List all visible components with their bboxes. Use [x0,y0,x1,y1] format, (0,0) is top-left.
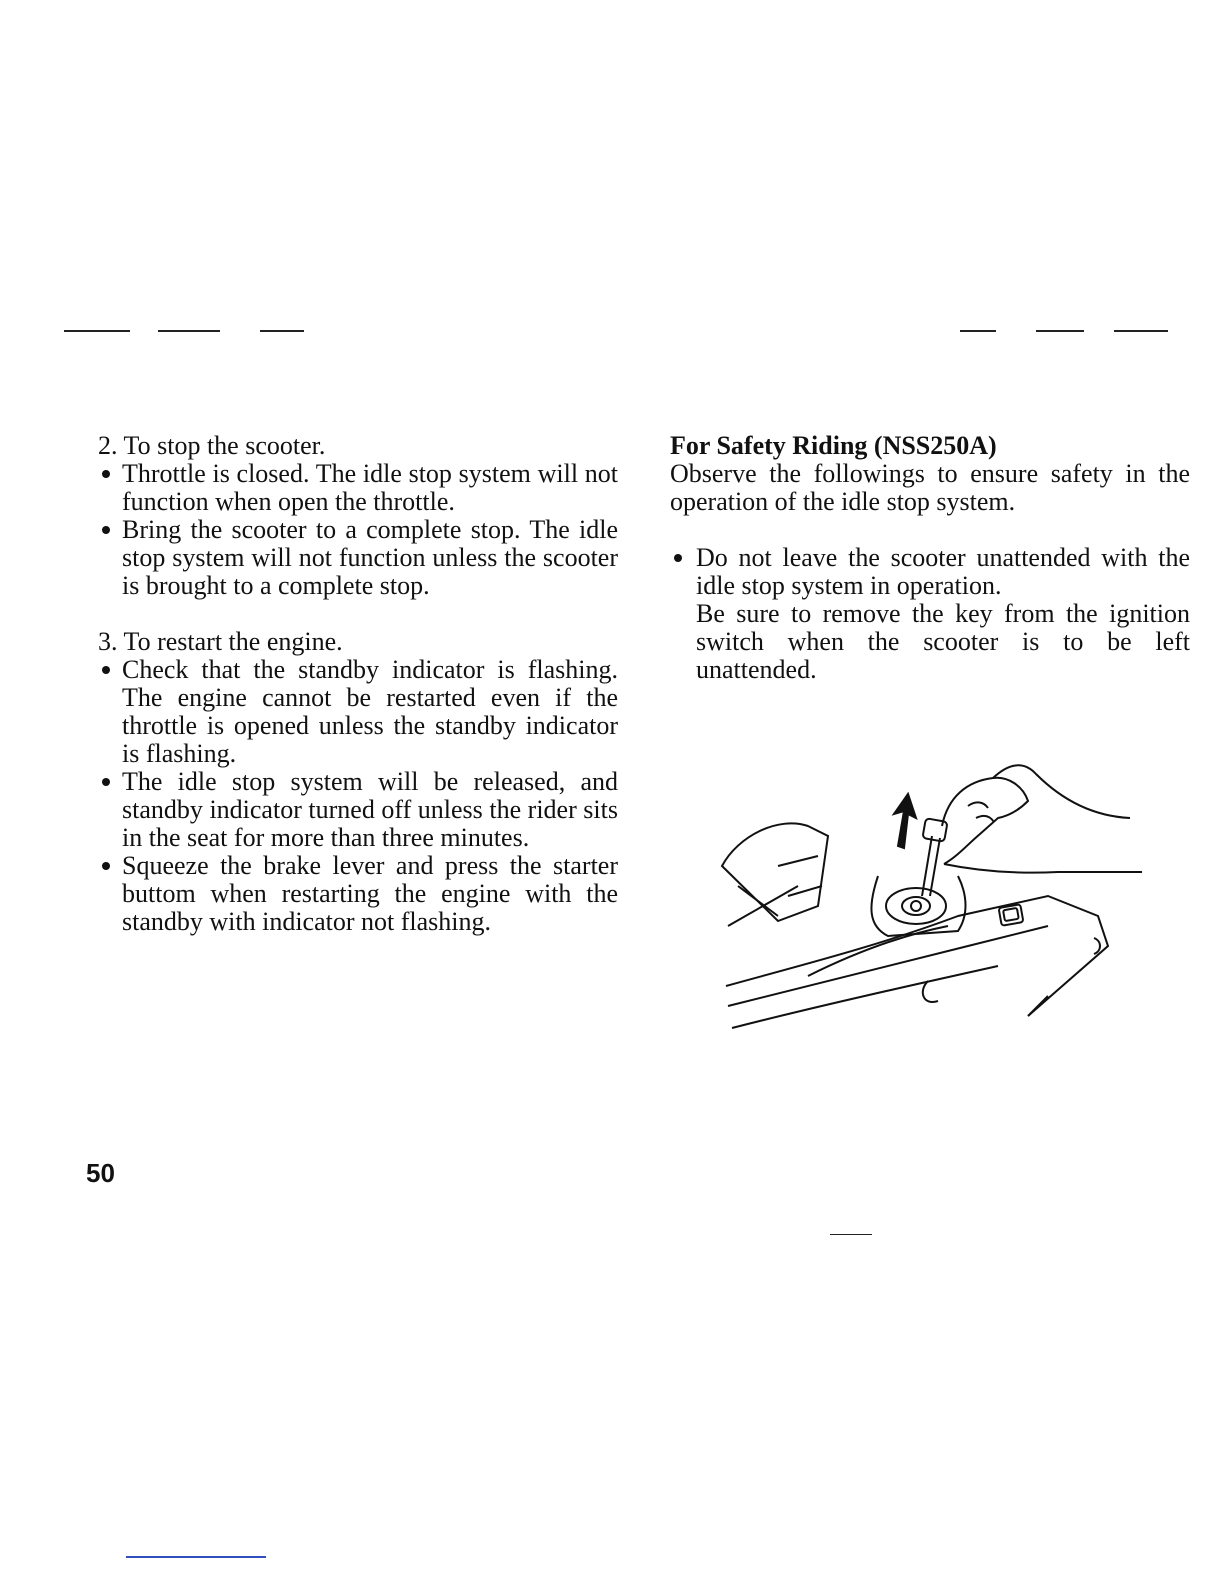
handlebar-outline [722,823,828,921]
intro-paragraph: Observe the followings to ensure safety in the operation of the idle stop system. [670,459,1190,516]
ignition-switch [886,888,946,924]
footer-rule [830,1234,872,1235]
switch-button [999,904,1024,926]
bullet-text: Be sure to remove the key from the ignition switch when the scooter is to be left unattended. [696,599,1190,684]
header-rule [960,330,996,332]
bullet-item: Squeeze the brake lever and press the starter buttom when restarting the engine with the standby with indicator not flashing. [98,852,618,936]
bullet-item: Bring the scooter to a complete stop. The idle stop system will not function unless the scooter is brought to a complete stop. [98,516,618,600]
right-column [670,432,1190,684]
section-heading: For Safety Riding (NSS250A) [670,431,997,460]
left-column [98,432,618,936]
ignition-key-illustration [718,756,1148,1036]
hand-outline [942,778,1028,864]
header-rule [1114,330,1168,332]
step-title: 3. To restart the engine. [98,627,343,656]
header-rule [1036,330,1084,332]
bullet-item: The idle stop system will be released, and standby indicator turned off unless the rider sits in the seat for more than three minutes. [98,768,618,852]
header-rule [260,330,304,332]
header-rule [158,330,220,332]
bullet-text: Do not leave the scooter unattended with the idle stop system in operation. [696,543,1190,600]
key [922,836,940,896]
bullet-item [670,544,1190,684]
up-arrow-icon [894,794,916,848]
page-number: 50 [86,1158,115,1188]
bullet-item: Check that the standby indicator is flashing. The engine cannot be restarted even if the throttle is opened unless the standby indicator is flashing. [98,656,618,768]
step-title: 2. To stop the scooter. [98,431,326,460]
header-rule [64,330,130,332]
bullet-item: Throttle is closed. The idle stop system will not function when open the throttle. [98,460,618,516]
footer-rule [126,1556,266,1558]
